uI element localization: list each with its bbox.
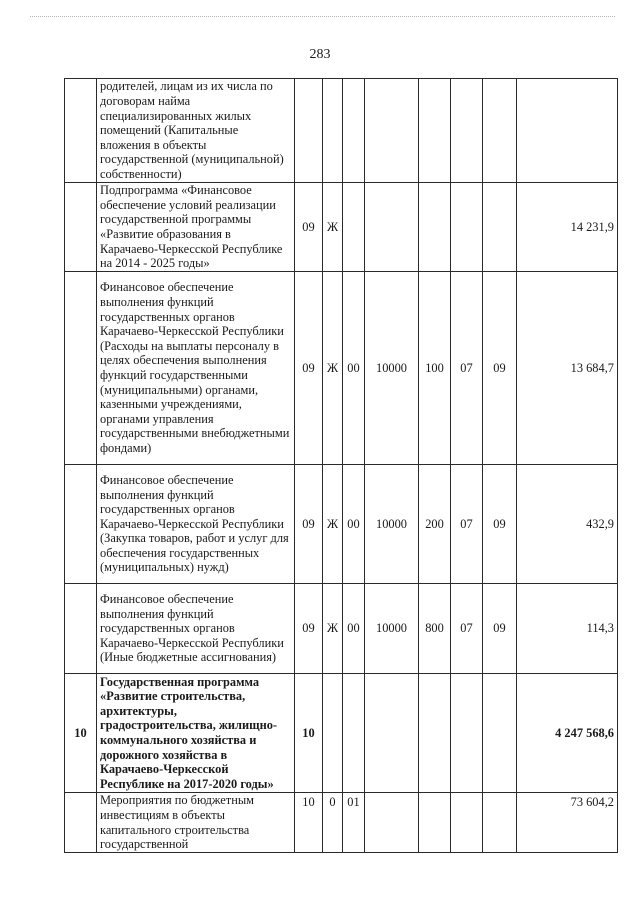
code-program [295,79,323,183]
table-row [65,584,618,674]
code-direction [365,793,419,853]
expense-type [419,183,451,272]
budget-table [64,78,618,853]
code-direction: 10000 [365,465,419,584]
code-subprogram: Ж [323,584,343,674]
amount [517,79,618,183]
code-program: 10 [295,674,323,793]
code-activity: 00 [343,584,365,674]
code-subprogram: Ж [323,272,343,465]
code-subprogram: Ж [323,465,343,584]
code-activity [343,79,365,183]
code-program: 09 [295,465,323,584]
row-number [65,272,97,465]
code-subprogram: 0 [323,793,343,853]
row-number [65,79,97,183]
table-row [65,465,618,584]
code-direction [365,674,419,793]
code-activity: 00 [343,272,365,465]
expense-type: 100 [419,272,451,465]
code-program: 09 [295,183,323,272]
expense-name: Финансовое обеспечение выполнения функций государственных органов Карачаево-Черкесской Республики (Закупка товаров, работ и услуг для обеспечения государственных (муниципальных) нужд) [97,465,295,584]
expense-type [419,79,451,183]
subsection: 09 [483,465,517,584]
subsection [483,674,517,793]
scan-artifact-line [30,16,615,17]
row-number: 10 [65,674,97,793]
code-direction [365,183,419,272]
code-activity: 01 [343,793,365,853]
row-number [65,183,97,272]
subsection [483,79,517,183]
subsection: 09 [483,584,517,674]
amount: 4 247 568,6 [517,674,618,793]
code-subprogram [323,79,343,183]
section [451,674,483,793]
table-row [65,272,618,465]
code-activity: 00 [343,465,365,584]
expense-name: Подпрограмма «Финансовое обеспечение условий реализации государственной программы «Развитие образования в Карачаево-Черкесской Республике на 2014 - 2025 годы» [97,183,295,272]
expense-type: 800 [419,584,451,674]
table-row [65,183,618,272]
expense-type: 200 [419,465,451,584]
code-program: 09 [295,584,323,674]
expense-name: Финансовое обеспечение выполнения функций государственных органов Карачаево-Черкесской Республики (Расходы на выплаты персоналу в целях обеспечения выполнения функций государственными (муниципальными) органами, казенными учреждениями, органами управления государственными внебюджетными фондами) [97,272,295,465]
expense-type [419,793,451,853]
expense-type [419,674,451,793]
row-number [65,584,97,674]
expense-name: Финансовое обеспечение выполнения функций государственных органов Карачаево-Черкесской Республики (Иные бюджетные ассигнования) [97,584,295,674]
code-program: 09 [295,272,323,465]
code-subprogram: Ж [323,183,343,272]
row-number [65,793,97,853]
subsection: 09 [483,272,517,465]
section [451,793,483,853]
expense-name: родителей, лицам из их числа по договорам найма специализированных жилых помещений (Капитальные вложения в объекты государственной (муниципальной) собственности) [97,79,295,183]
table-row [65,674,618,793]
amount: 73 604,2 [517,793,618,853]
code-program: 10 [295,793,323,853]
row-number [65,465,97,584]
subsection [483,793,517,853]
code-subprogram [323,674,343,793]
amount: 432,9 [517,465,618,584]
code-direction: 10000 [365,584,419,674]
section [451,183,483,272]
section: 07 [451,584,483,674]
page-number: 283 [309,47,331,62]
expense-name: Мероприятия по бюджетным инвестициям в объекты капитального строительства государственной [97,793,295,853]
code-activity [343,674,365,793]
amount: 13 684,7 [517,272,618,465]
code-direction [365,79,419,183]
code-direction: 10000 [365,272,419,465]
section: 07 [451,465,483,584]
section: 07 [451,272,483,465]
section [451,79,483,183]
expense-name: Государственная программа «Развитие строительства, архитектуры, градостроительства, жилищно-коммунального хозяйства и дорожного хозяйства в Карачаево-Черкесской Республике на 2017-2020 годы» [97,674,295,793]
code-activity [343,183,365,272]
table-row [65,79,618,183]
subsection [483,183,517,272]
amount: 114,3 [517,584,618,674]
amount: 14 231,9 [517,183,618,272]
table-row [65,793,618,853]
